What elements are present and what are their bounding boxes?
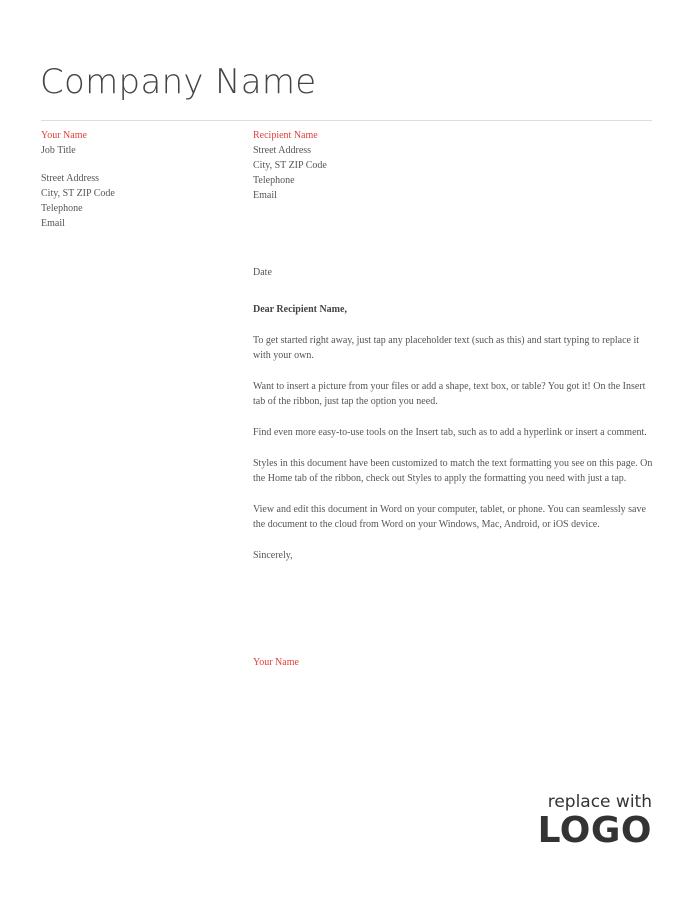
recipient-telephone[interactable]: Telephone: [253, 175, 295, 186]
logo-line2: LOGO: [537, 810, 652, 851]
sender-city[interactable]: City, ST ZIP Code: [41, 188, 115, 199]
sender-name[interactable]: Your Name: [41, 130, 87, 141]
sender-email[interactable]: Email: [41, 218, 65, 229]
letter-paragraph[interactable]: Styles in this document have been customized to match the text formatting you see on this page. On the Home tab of the ribbon, check out Styles to apply the formatting you need with just a tap.: [253, 458, 653, 485]
recipient-email[interactable]: Email: [253, 190, 277, 201]
recipient-name[interactable]: Recipient Name: [253, 130, 318, 141]
logo-placeholder[interactable]: [538, 792, 652, 850]
sender-street[interactable]: Street Address: [41, 173, 100, 184]
letter-date[interactable]: Date: [253, 267, 272, 278]
letter-paragraph[interactable]: To get started right away, just tap any placeholder text (such as this) and start typing to replace it with your own.: [253, 335, 640, 362]
header-divider: [41, 120, 652, 121]
letter-signature[interactable]: Your Name: [253, 657, 299, 668]
letter-paragraph[interactable]: View and edit this document in Word on your computer, tablet, or phone. You can seamlessly save the document to the cloud from Word on your Windows, Mac, Android, or iOS device.: [253, 504, 646, 531]
letter-paragraph[interactable]: Find even more easy-to-use tools on the Insert tab, such as to add a hyperlink or insert a comment.: [253, 427, 647, 439]
sender-block: [41, 128, 115, 231]
company-name[interactable]: Company Name: [40, 62, 317, 102]
letter-salutation[interactable]: Dear Recipient Name,: [253, 304, 347, 316]
sender-telephone[interactable]: Telephone: [41, 203, 83, 214]
recipient-block: [253, 128, 327, 203]
letter-paragraph[interactable]: Want to insert a picture from your files or add a shape, text box, or table? You got it! On the Insert tab of the ribbon, just tap the option you need.: [253, 381, 646, 408]
recipient-street[interactable]: Street Address: [253, 145, 312, 156]
letter-closing[interactable]: Sincerely,: [253, 550, 293, 562]
recipient-city[interactable]: City, ST ZIP Code: [253, 160, 327, 171]
sender-job-title[interactable]: Job Title: [41, 145, 76, 156]
letter-body: [253, 265, 653, 579]
logo-line1: replace with: [547, 792, 652, 812]
